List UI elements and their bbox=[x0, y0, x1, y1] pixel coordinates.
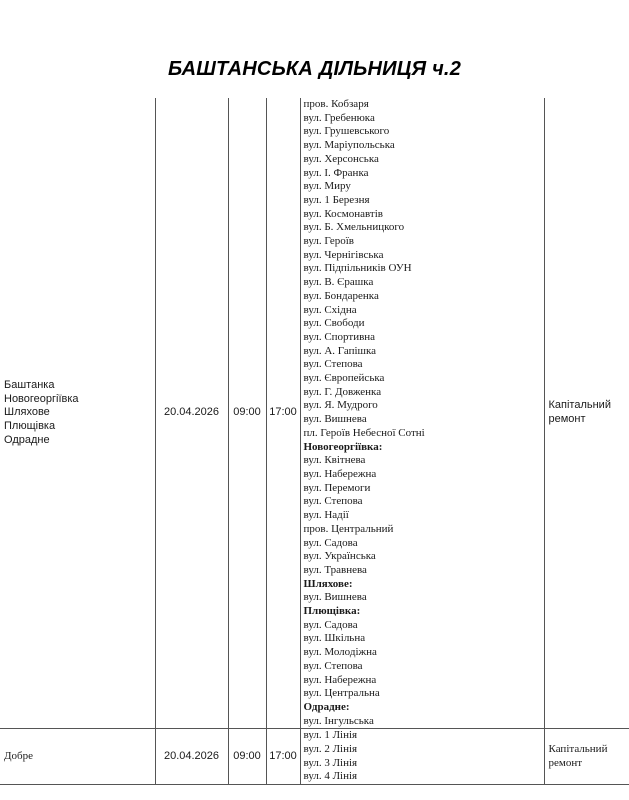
street-item: вул. Українська bbox=[303, 550, 376, 563]
settlement-name: Новогеоргіївка bbox=[4, 392, 79, 405]
street-item: вул. 3 Лінія bbox=[303, 756, 358, 769]
street-item: вул. Квітнева bbox=[303, 454, 366, 467]
street-item: вул. Степова bbox=[303, 495, 363, 508]
date-cell: 20.04.2026 bbox=[155, 729, 228, 785]
street-item: вул. 2 Лінія bbox=[303, 743, 358, 756]
streets-cell bbox=[300, 729, 544, 785]
street-item: вул. Вишнева bbox=[303, 413, 367, 426]
street-item: вул. Вишнева bbox=[303, 591, 367, 604]
time-to-cell: 17:00 bbox=[266, 98, 300, 729]
settlements-cell bbox=[0, 729, 155, 785]
street-list bbox=[304, 98, 544, 728]
street-item: вул. Шкільна bbox=[303, 632, 366, 645]
street-item: вул. 4 Лінія bbox=[303, 770, 358, 783]
street-item: вул. Миру bbox=[303, 180, 351, 193]
street-item: вул. Підпільників ОУН bbox=[303, 262, 412, 275]
street-item: вул. Перемоги bbox=[303, 481, 371, 494]
settlement-subheading: Новогеоргіївка: bbox=[303, 440, 383, 453]
street-item: вул. 1 Березня bbox=[303, 193, 370, 206]
street-item: вул. Центральна bbox=[303, 687, 380, 700]
settlement-name: Шляхове bbox=[4, 406, 50, 419]
street-item: вул. І. Франка bbox=[303, 166, 369, 179]
street-item: вул. Надії bbox=[303, 509, 349, 522]
reason-line: Капітальний bbox=[548, 399, 611, 412]
street-item: вул. Свободи bbox=[303, 317, 365, 330]
street-item: пров. Центральний bbox=[303, 522, 394, 535]
settlements-cell bbox=[0, 98, 155, 729]
settlement-name: Добре bbox=[4, 749, 33, 762]
settlement-subheading: Одрадне: bbox=[303, 700, 350, 713]
date-cell: 20.04.2026 bbox=[155, 98, 228, 729]
street-item: вул. Молодіжна bbox=[303, 646, 377, 659]
time-from-cell: 09:00 bbox=[228, 98, 266, 729]
street-item: вул. Травнева bbox=[303, 563, 367, 576]
settlement-name: Баштанка bbox=[4, 378, 55, 391]
street-item: вул. 1 Лінія bbox=[303, 729, 358, 742]
table-row bbox=[0, 98, 629, 729]
time-to-cell: 17:00 bbox=[266, 729, 300, 785]
street-item: вул. Космонавтів bbox=[303, 207, 383, 220]
settlement-name: Одрадне bbox=[4, 433, 50, 446]
street-item: вул. Степова bbox=[303, 358, 363, 371]
street-item: вул. Гребенюка bbox=[303, 111, 375, 124]
street-item: вул. Бондаренка bbox=[303, 289, 379, 302]
street-list bbox=[304, 729, 544, 784]
street-item: вул. Маріупольська bbox=[303, 139, 395, 152]
reason-cell bbox=[544, 98, 629, 729]
settlement-name: Плющівка bbox=[4, 420, 56, 433]
street-item: вул. Героїв bbox=[303, 235, 354, 248]
street-item: вул. Набережна bbox=[303, 467, 377, 480]
street-item: вул. Я. Мудрого bbox=[303, 399, 378, 412]
page-title: БАШТАНСЬКА ДІЛЬНИЦЯ ч.2 bbox=[167, 58, 462, 80]
settlement-subheading: Плющівка: bbox=[303, 605, 361, 618]
streets-cell bbox=[300, 98, 544, 729]
street-item: вул. Набережна bbox=[303, 673, 377, 686]
street-item: вул. Європейська bbox=[303, 372, 385, 385]
reason-line: ремонт bbox=[548, 413, 586, 426]
street-item: вул. Садова bbox=[303, 618, 358, 631]
street-item: вул. В. Єрашка bbox=[303, 276, 374, 289]
street-item: вул. Степова bbox=[303, 659, 363, 672]
street-item: вул. Спортивна bbox=[303, 330, 376, 343]
street-item: вул. Херсонська bbox=[303, 152, 379, 165]
street-item: вул. Б. Хмельницкого bbox=[303, 221, 405, 234]
time-from-cell: 09:00 bbox=[228, 729, 266, 785]
settlement-subheading: Шляхове: bbox=[303, 577, 353, 590]
street-item: вул. Г. Довженка bbox=[303, 385, 382, 398]
reason-line: Капітальний bbox=[548, 743, 608, 756]
table-row bbox=[0, 729, 629, 785]
reason-line: ремонт bbox=[548, 756, 583, 769]
street-item: пров. Кобзаря bbox=[303, 98, 369, 110]
street-item: вул. Східна bbox=[303, 303, 357, 316]
outage-table bbox=[0, 98, 629, 785]
street-item: вул. Інгульська bbox=[303, 714, 374, 727]
reason-cell bbox=[544, 729, 629, 785]
street-item: вул. Грушевського bbox=[303, 125, 390, 138]
street-item: пл. Героїв Небесної Сотні bbox=[303, 426, 425, 439]
street-item: вул. А. Гапішка bbox=[303, 344, 377, 357]
street-item: вул. Садова bbox=[303, 536, 358, 549]
street-item: вул. Чернігівська bbox=[303, 248, 384, 261]
